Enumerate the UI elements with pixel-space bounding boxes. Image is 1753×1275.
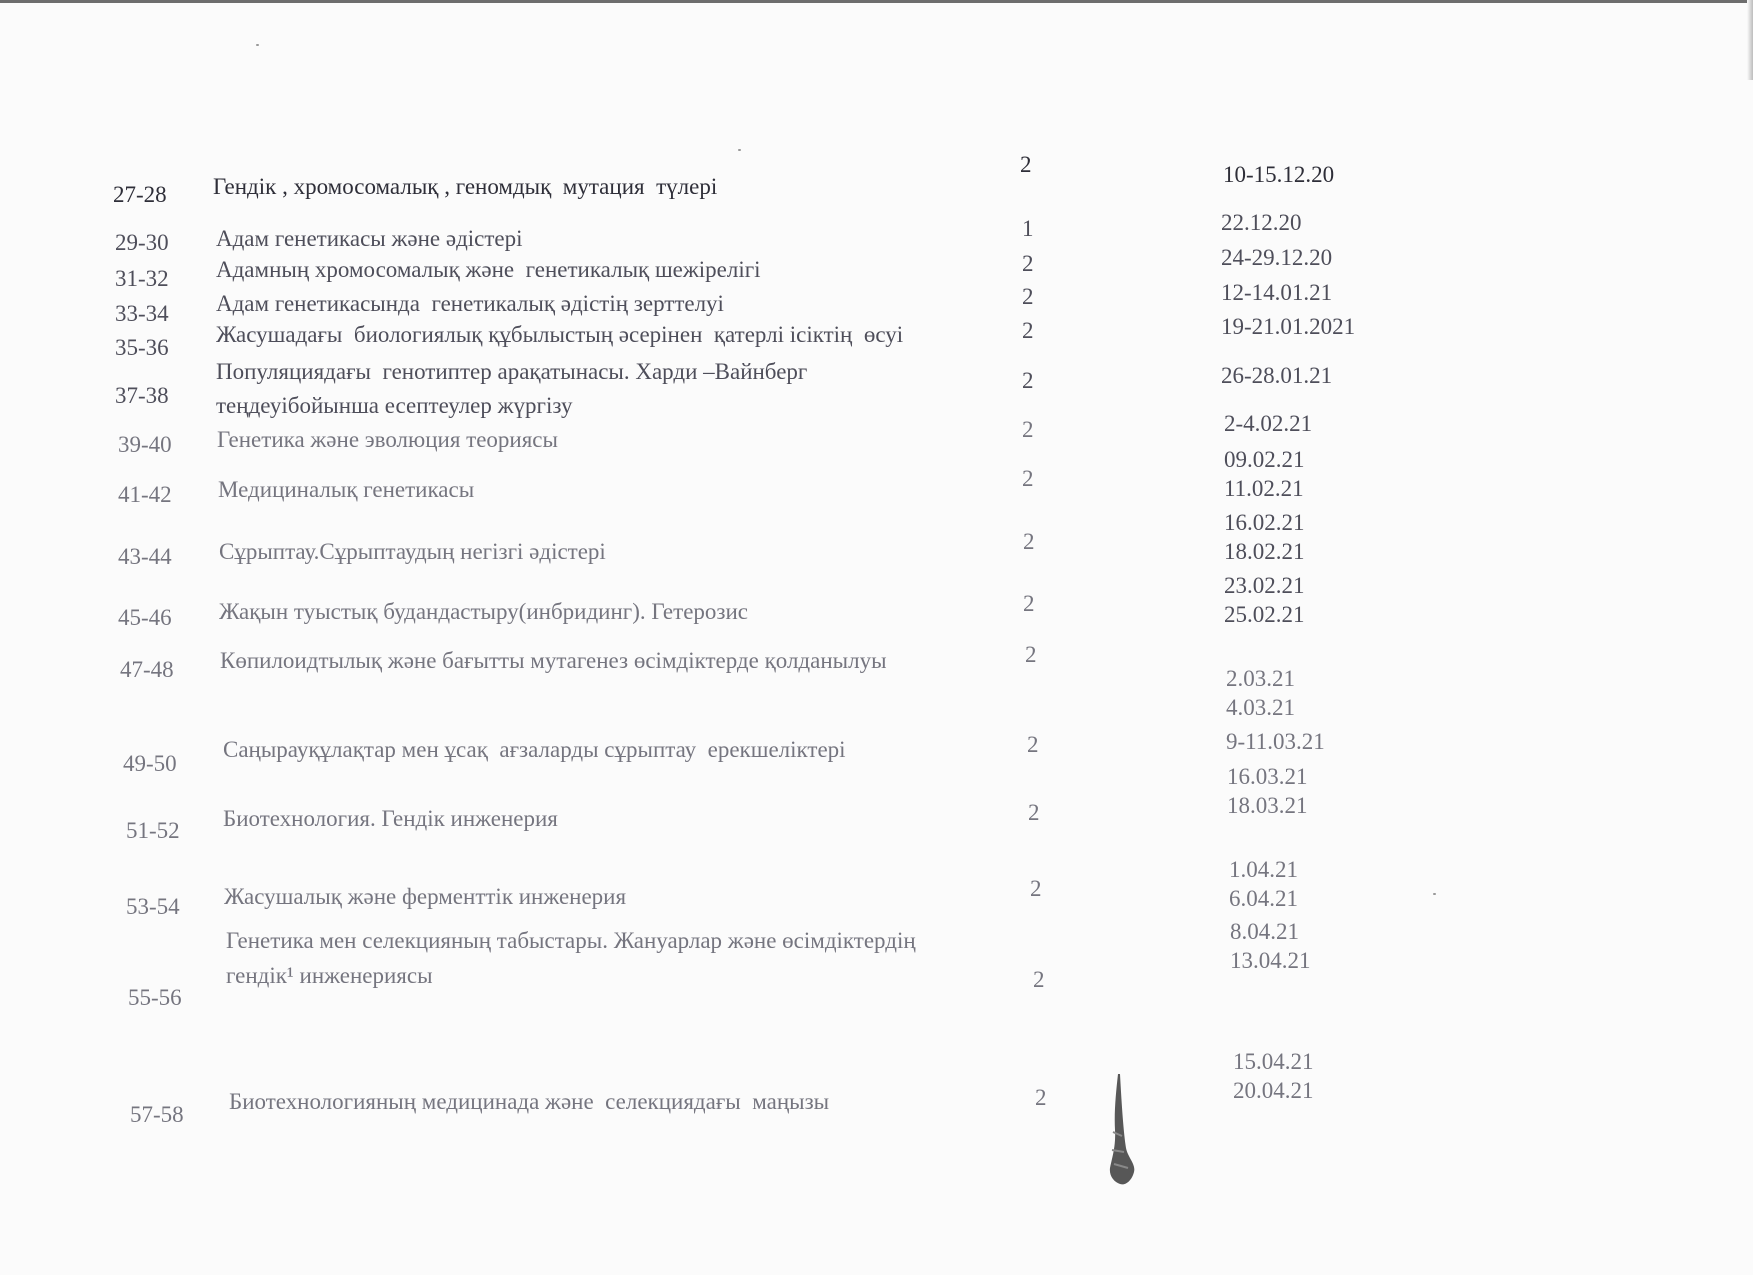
lesson-date-2: 18.02.21 (1224, 539, 1305, 564)
lesson-topic: Адам генетикасында генетикалық әдістің зерттелуі (216, 291, 724, 316)
lesson-number: 43-44 (118, 544, 172, 569)
lesson-topic: Саңырауқұлақтар мен ұсақ ағзаларды сұрыптау ерекшеліктері (223, 737, 846, 762)
lesson-topic: Биотехнологияның медицинада және селекциядағы маңызы (229, 1089, 830, 1114)
scan-border-right (1747, 0, 1753, 80)
lesson-date: 16.02.21 (1224, 510, 1305, 535)
lesson-number: 33-34 (115, 301, 169, 326)
lesson-number: 51-52 (126, 818, 180, 843)
lesson-number: 27-28 (113, 182, 167, 207)
lesson-hours: 2 (1027, 732, 1039, 757)
lesson-topic: Сұрыптау.Сұрыптаудың негізгі әдістері (219, 539, 606, 564)
lesson-hours: 2 (1020, 152, 1032, 177)
lesson-date-2: 18.03.21 (1227, 793, 1308, 818)
lesson-number: 57-58 (130, 1102, 184, 1127)
lesson-topic-line2: гендік¹ инженериясы (226, 963, 433, 988)
lesson-topic: Медициналық генетикасы (218, 477, 475, 502)
lesson-date-2: 11.02.21 (1224, 476, 1304, 501)
scan-border-top (0, 0, 1753, 3)
ink-mark (1104, 1072, 1138, 1188)
lesson-hours: 2 (1022, 251, 1034, 276)
lesson-hours: 2 (1025, 642, 1037, 667)
lesson-date: 16.03.21 (1227, 764, 1308, 789)
scan-speck (738, 149, 741, 151)
lesson-date: 09.02.21 (1224, 447, 1305, 472)
scan-speck (1433, 893, 1436, 895)
lesson-topic: Көпилоидтылық және бағытты мутагенез өсімдіктерде қолданылуы (220, 648, 887, 673)
lesson-topic-line2: теңдеуібойынша есептеулер жүргізу (216, 393, 573, 418)
lesson-date-2: 20.04.21 (1233, 1078, 1314, 1103)
lesson-date: 23.02.21 (1224, 573, 1305, 598)
lesson-hours: 2 (1023, 529, 1035, 554)
lesson-topic: Жасушадағы биологиялық құбылыстың әсерінен қатерлі ісіктің өсуі (216, 322, 904, 347)
lesson-hours: 2 (1022, 417, 1034, 442)
lesson-topic: Популяциядағы генотиптер арақатынасы. Харди –Вайнберг (216, 359, 808, 384)
lesson-hours: 2 (1022, 318, 1034, 343)
lesson-date-2: 25.02.21 (1224, 602, 1305, 627)
lesson-topic: Генетика мен селекцияның табыстары. Жануарлар және өсімдіктердің (226, 928, 916, 953)
lesson-topic: Жасушалық және ферменттік инженерия (224, 884, 627, 909)
lesson-number: 31-32 (115, 266, 169, 291)
lesson-topic: Гендік , хромосомалық , геномдық мутация түлері (213, 174, 718, 199)
lesson-number: 53-54 (126, 894, 180, 919)
lesson-date: 2.03.21 (1226, 666, 1295, 691)
lesson-topic: Жақын туыстық будандастыру(инбридинг). Гетерозис (219, 599, 748, 624)
lesson-hours: 2 (1028, 800, 1040, 825)
lesson-topic: Биотехнология. Гендік инженерия (223, 806, 558, 831)
lesson-number: 29-30 (115, 230, 169, 255)
lesson-number: 39-40 (118, 432, 172, 457)
lesson-topic: Адамның хромосомалық және генетикалық шежірелігі (216, 257, 761, 282)
lesson-date: 22.12.20 (1221, 210, 1302, 235)
lesson-topic: Адам генетикасы және әдістері (216, 226, 523, 251)
lesson-topic: Генетика және эволюция теориясы (217, 427, 558, 452)
lesson-hours: 2 (1022, 368, 1034, 393)
lesson-date: 12-14.01.21 (1221, 280, 1333, 305)
lesson-date: 2-4.02.21 (1224, 411, 1313, 436)
lesson-date: 9-11.03.21 (1226, 729, 1325, 754)
lesson-hours: 2 (1022, 284, 1034, 309)
lesson-number: 37-38 (115, 383, 169, 408)
lesson-date-2: 4.03.21 (1226, 695, 1295, 720)
lesson-date: 19-21.01.2021 (1221, 314, 1356, 339)
scan-speck (256, 44, 259, 46)
lesson-date: 1.04.21 (1229, 857, 1298, 882)
lesson-hours: 2 (1035, 1085, 1047, 1110)
lesson-hours: 2 (1033, 967, 1045, 992)
lesson-hours: 2 (1022, 466, 1034, 491)
lesson-number: 47-48 (120, 657, 174, 682)
lesson-date-2: 13.04.21 (1230, 948, 1311, 973)
lesson-number: 35-36 (115, 335, 169, 360)
lesson-number: 55-56 (128, 985, 182, 1010)
lesson-date: 24-29.12.20 (1221, 245, 1333, 270)
lesson-number: 45-46 (118, 605, 172, 630)
lesson-date: 8.04.21 (1230, 919, 1299, 944)
lesson-date: 10-15.12.20 (1223, 162, 1335, 187)
lesson-number: 49-50 (123, 751, 177, 776)
lesson-date-2: 6.04.21 (1229, 886, 1298, 911)
lesson-number: 41-42 (118, 482, 172, 507)
lesson-hours: 2 (1023, 591, 1035, 616)
lesson-date: 26-28.01.21 (1221, 363, 1333, 388)
lesson-date: 15.04.21 (1233, 1049, 1314, 1074)
lesson-hours: 2 (1030, 876, 1042, 901)
lesson-hours: 1 (1022, 216, 1034, 241)
